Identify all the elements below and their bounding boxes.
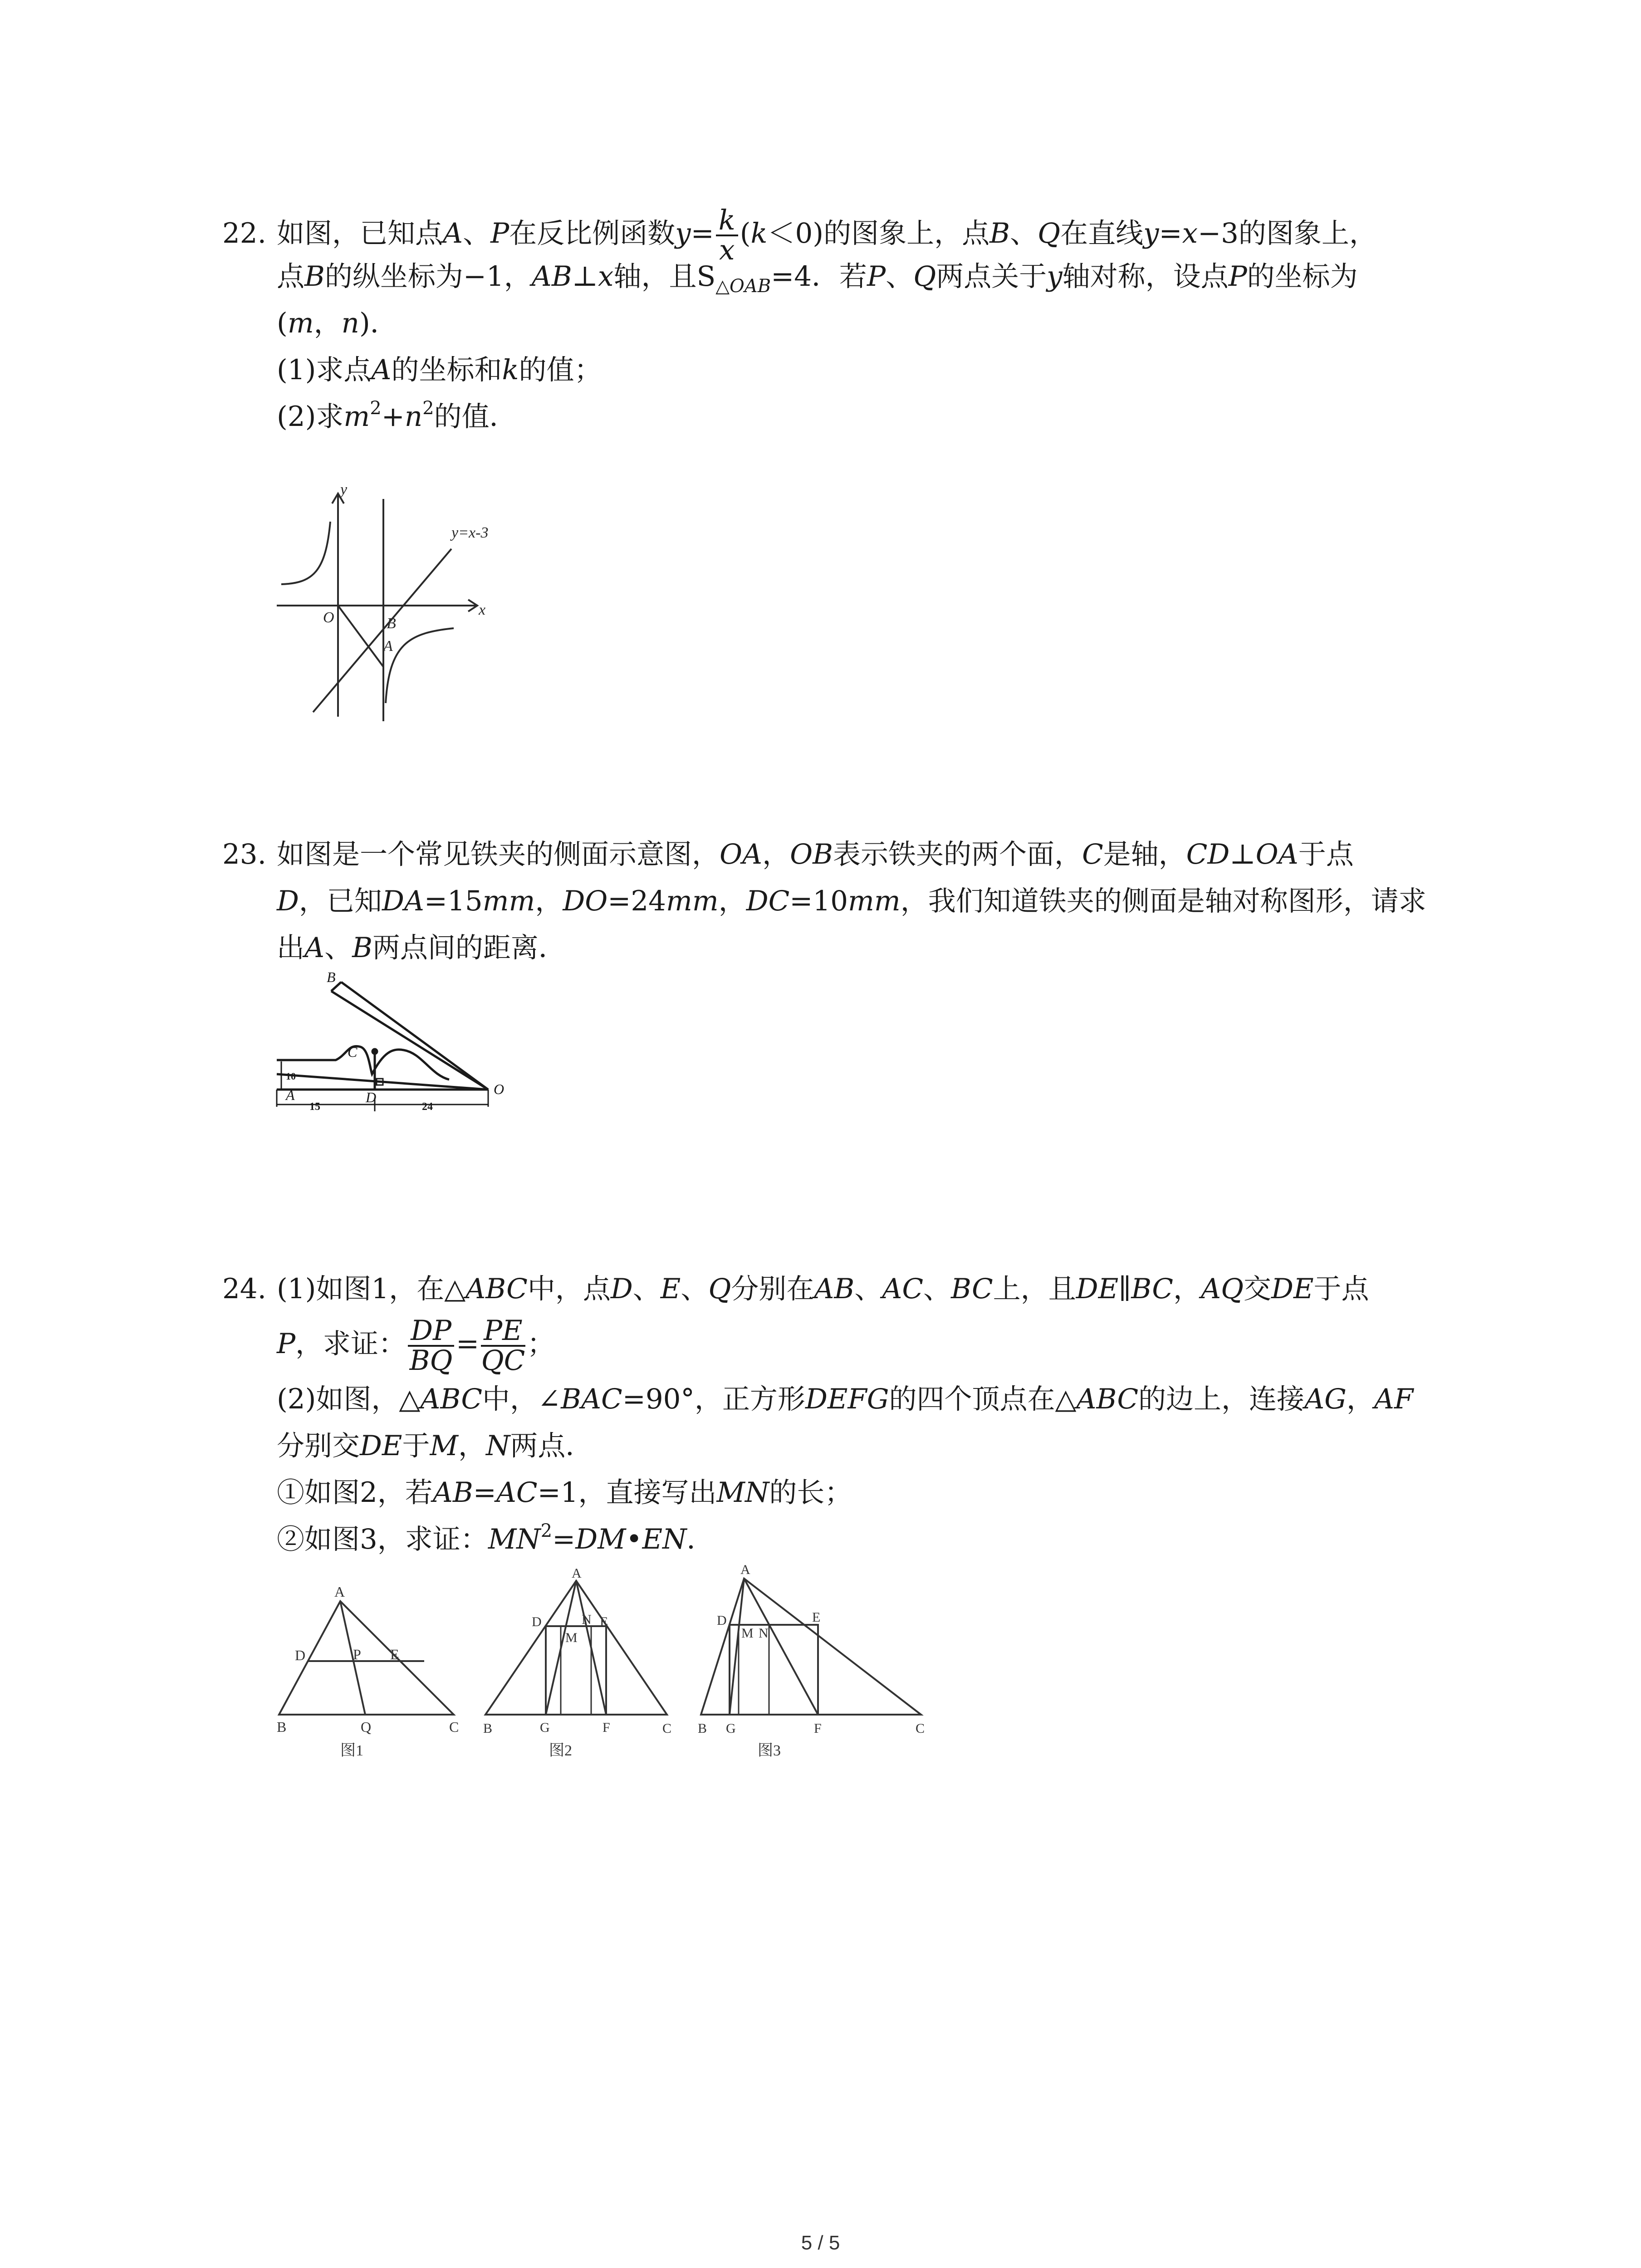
label-D: D (366, 1089, 377, 1105)
label-24: 24 (422, 1101, 433, 1113)
question-23 (222, 831, 1447, 971)
hyperbola-upper-left (281, 522, 330, 584)
q24-figure-2 (476, 1560, 681, 1774)
label-C: C (916, 1721, 925, 1736)
clip-arm-OB-upper (341, 982, 488, 1090)
label-D: D (717, 1613, 727, 1628)
pivot-dot (372, 1049, 377, 1054)
line-label: y=x-3 (451, 524, 489, 541)
label-A: A (572, 1566, 582, 1581)
q23-line-1: 23. 如图是一个常见铁夹的侧面示意图，OA，OB表示铁夹的两个面，C是轴，CD⊥OA于点 (222, 831, 1447, 878)
fraction-k-over-x: $\frac{k}{x}$ (716, 206, 738, 264)
fraction-PE-QC: $\frac{PE}{QC}$ (481, 1314, 525, 1377)
label-G: G (726, 1721, 736, 1736)
clip-arm-OB-lower (331, 991, 488, 1090)
label-M: M (741, 1626, 754, 1641)
q23-line-2: D，已知DA=15mm，DO=24mm，DC=10mm，我们知道铁夹的侧面是轴对称图形，请求 (277, 885, 1426, 917)
label-C: C (449, 1719, 459, 1735)
q24-line-2: P，求证： $\frac{DP}{BQ}$ = $\frac{PE}{QC}$ ； (277, 1314, 555, 1377)
label-B: B (387, 615, 396, 632)
label-B: B (483, 1721, 493, 1736)
label-O: O (323, 609, 334, 626)
q24-number: 24. (222, 1273, 267, 1305)
q22-figure (272, 481, 508, 726)
q22-line-2: 点B的纵坐标为−1，AB⊥x轴，且$S_{\triangle OAB}=4$．若P、Q两点关于y轴对称，设点P的坐标为 (277, 260, 1358, 297)
label-D: D (532, 1614, 542, 1629)
line-y-x-3 (313, 549, 451, 712)
label-O: O (494, 1081, 505, 1097)
figure-2-caption: 图2 (549, 1742, 572, 1759)
x-axis-label: x (479, 601, 486, 618)
triangle-ABC (485, 1581, 667, 1715)
label-15: 15 (309, 1101, 320, 1113)
fraction-DP-BQ: $\frac{DP}{BQ}$ (408, 1317, 454, 1375)
label-F: F (814, 1721, 822, 1736)
label-G: G (540, 1720, 550, 1735)
label-A: A (383, 638, 393, 655)
label-Q: Q (361, 1719, 372, 1735)
label-N: N (582, 1612, 592, 1627)
label-C: C (662, 1721, 672, 1736)
triangle-ABC (701, 1579, 921, 1715)
hyperbola-lower-right (386, 628, 454, 703)
question-24 (222, 1266, 1447, 1563)
label-A: A (740, 1562, 750, 1577)
q24-figure-3 (685, 1556, 939, 1774)
q24-part-2: ②如图3，求证：$MN^2=DM•EN$． (277, 1520, 715, 1555)
label-B: B (327, 971, 336, 985)
q22-part-1: (1)求点A的坐标和k的值； (277, 354, 602, 386)
label-C: C (348, 1044, 358, 1060)
clip-spring (277, 1046, 449, 1080)
label-10: 10 (286, 1070, 296, 1082)
label-N: N (759, 1626, 769, 1641)
q24-line-1: 24. (1)如图1，在△ABC中，点D、E、Q分别在AB、AC、BC上，且DE∥BC，AQ交DE于点 (222, 1266, 1447, 1312)
q22-line-3: (m，n)． (277, 307, 398, 339)
segment-AF (744, 1579, 821, 1715)
q24-part-1: ①如图2，若AB=AC=1，直接写出MN的长； (277, 1476, 852, 1509)
q23-line-3: 出A、B两点间的距离． (277, 932, 566, 964)
label-E: E (812, 1610, 821, 1625)
q22-line-1: 22. 如图，已知点A、P在反比例函数y= $\frac{k}{x}$ (k＜0)的图象上，点B、Q在直线y=x−3的图象上， (222, 204, 1377, 266)
question-22 (222, 206, 1447, 440)
label-A: A (334, 1584, 345, 1600)
label-M: M (565, 1630, 578, 1645)
q24-line-4: 分别交DE于M，N两点． (277, 1430, 593, 1462)
label-A: A (286, 1087, 295, 1103)
label-B: B (698, 1721, 707, 1736)
label-F: F (603, 1720, 610, 1735)
label-E: E (600, 1614, 608, 1629)
q23-figure (268, 971, 522, 1134)
q23-number: 23. (222, 838, 267, 870)
page-number: 5 / 5 (801, 2232, 840, 2254)
y-axis-label: y (340, 481, 348, 498)
q22-number: 22. (222, 217, 267, 250)
figure-3-caption: 图3 (758, 1742, 781, 1759)
label-B: B (277, 1719, 287, 1735)
label-P: P (353, 1646, 361, 1662)
figure-1-caption: 图1 (340, 1742, 363, 1759)
q24-figure-1 (272, 1579, 467, 1774)
label-D: D (295, 1647, 306, 1663)
q24-line-3: (2)如图，△ABC中，∠BAC=90°，正方形DEFG的四个顶点在△ABC的边上，连接AG，AF (277, 1383, 1414, 1415)
label-E: E (390, 1646, 399, 1662)
q22-part-2: (2)求$m^2+n^2$的值． (277, 398, 517, 433)
